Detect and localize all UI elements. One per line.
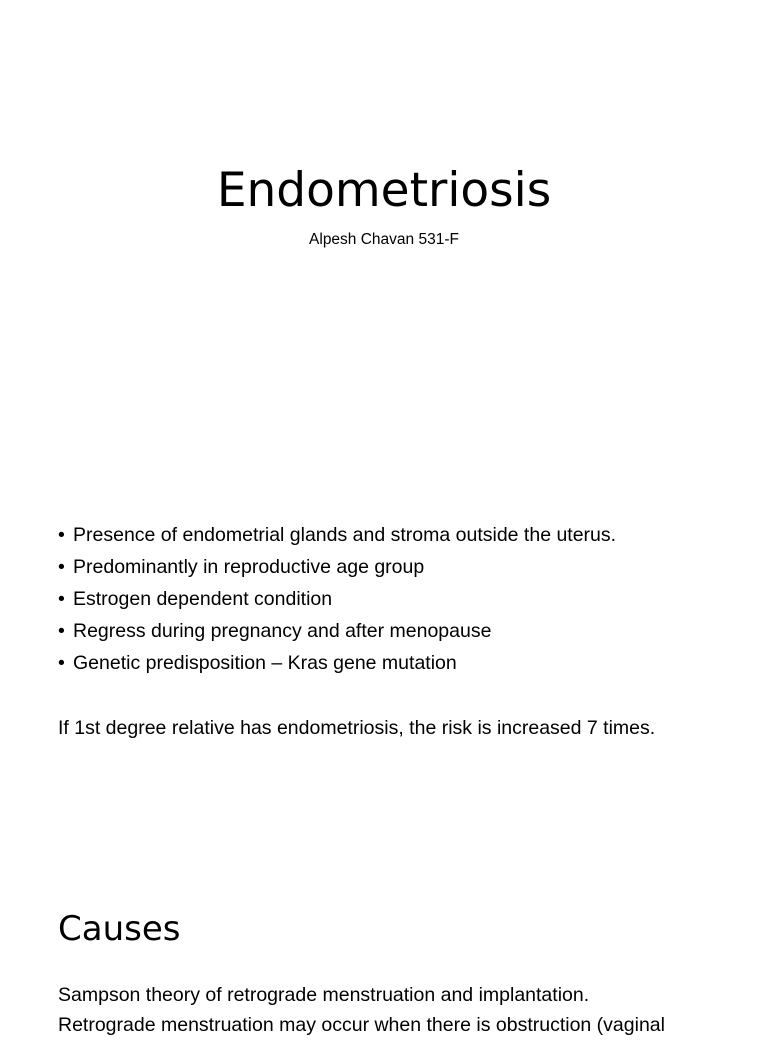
list-item-text: Regress during pregnancy and after menopause xyxy=(73,620,492,642)
causes-text xyxy=(58,980,758,1040)
slide-title: Endometriosis xyxy=(216,163,552,218)
bullet-marker: • xyxy=(58,620,65,642)
list-item xyxy=(58,615,748,647)
bullet-list xyxy=(58,519,748,679)
risk-note: If 1st degree relative has endometriosis, the risk is increased 7 times. xyxy=(58,717,656,739)
list-item xyxy=(58,583,748,615)
bullet-marker: • xyxy=(58,652,65,674)
list-item xyxy=(58,551,748,583)
list-item xyxy=(58,647,748,679)
causes-line: Retrograde menstruation may occur when there is obstruction (vaginal xyxy=(58,1014,665,1036)
bullet-marker: • xyxy=(58,556,65,578)
list-item-text: Genetic predisposition – Kras gene mutation xyxy=(73,652,457,674)
bullet-marker: • xyxy=(58,588,65,610)
list-item xyxy=(58,519,748,551)
bullet-marker: • xyxy=(58,524,65,546)
list-item-text: Presence of endometrial glands and stroma outside the uterus. xyxy=(73,524,617,546)
list-item-text: Predominantly in reproductive age group xyxy=(73,556,425,578)
list-item-text: Estrogen dependent condition xyxy=(73,588,333,610)
causes-heading: Causes xyxy=(58,909,181,949)
slide-subtitle-author: Alpesh Chavan 531-F xyxy=(309,231,459,248)
causes-line: Sampson theory of retrograde menstruation and implantation. xyxy=(58,984,590,1006)
